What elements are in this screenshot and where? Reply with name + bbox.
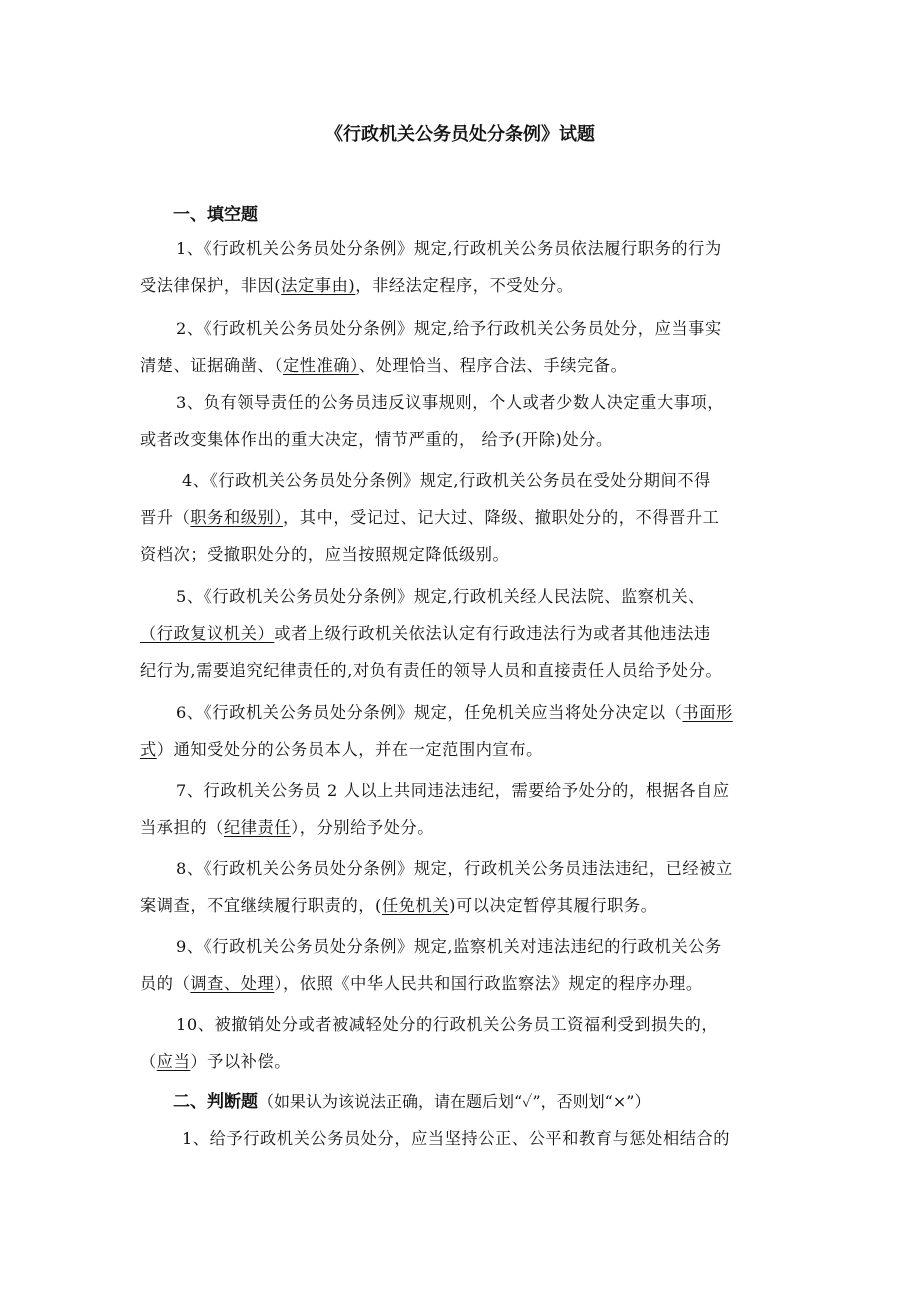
answer-9: 调查、处理: [190, 974, 275, 993]
question-10: 10、被撤销处分或者被减轻处分的行政机关公务员工资福利受到损失的， （应当）予以补偿。: [140, 1015, 719, 1071]
section-note: （如果认为该说法正确，请在题后划“✓”，否则划“×”）: [258, 1092, 651, 1111]
answer-4: 职务和级别）: [190, 508, 283, 527]
question-8: 8、《行政机关公务员处分条例》规定，行政机关公务员违法违纪，已经被立 案调查，不宜继续履行职责的，(任免机关)可以决定暂停其履行职务。: [140, 859, 733, 915]
answer-2: 定性准确）: [283, 356, 359, 375]
question-5: 5、《行政机关公务员处分条例》规定,行政机关经人民法院、监察机关、 （行政复议机关）或者上级行政机关依法认定有行政违法行为或者其他违法违 纪行为,需要追究纪律责任的,对负有责任的领导人员和直接责任人员给予处分。: [140, 587, 723, 680]
question-4: 4、《行政机关公务员处分条例》规定,行政机关公务员在受处分期间不得 晋升（职务和级别），其中，受记过、记大过、降级、撤职处分的，不得晋升工 资档次；受撤职处分的，应当按照规定降低级别。: [140, 471, 720, 564]
answer-8: 任免机关: [381, 896, 450, 915]
question-6: 6、《行政机关公务员处分条例》规定，任免机关应当将处分决定以（书面形 式）通知受处分的公务员本人，并在一定范围内宣布。: [140, 703, 733, 759]
question-9: 9、《行政机关公务员处分条例》规定,监察机关对违法违纪的行政机关公务 员的（调查、处理），依照《中华人民共和国行政监察法》规定的程序办理。: [140, 937, 722, 993]
question-1: 1、《行政机关公务员处分条例》规定,行政机关公务员依法履行职务的行为 受法律保护，非因(法定事由)，非经法定程序，不受处分。: [140, 239, 722, 295]
answer-5: （行政复议机关）: [140, 624, 275, 643]
answer-6a: 书面形: [682, 703, 733, 722]
question-7: 7、行政机关公务员 2 人以上共同违法违纪，需要给予处分的，根据各自应 当承担的（纪律责任），分别给予处分。: [140, 781, 730, 837]
answer-7: 纪律责任: [223, 818, 292, 837]
page-title: 《行政机关公务员处分条例》试题: [325, 124, 595, 145]
answer-6b: 式: [140, 740, 157, 759]
section-heading-fill-blank: 一、填空题: [173, 205, 258, 225]
judgement-question-1: 1、给予行政机关公务员处分，应当坚持公正、公平和教育与惩处相结合的: [182, 1129, 731, 1148]
answer-10: 应当: [156, 1052, 191, 1071]
question-3: 3、负有领导责任的公务员违反议事规则，个人或者少数人决定重大事项， 或者改变集体作出的重大决定，情节严重的， 给予(开除)处分。: [140, 393, 725, 449]
answer-1: 法定事由): [281, 276, 356, 295]
section-heading-true-false: 二、判断题（如果认为该说法正确，请在题后划“✓”，否则划“×”）: [173, 1092, 651, 1112]
question-2: 2、《行政机关公务员处分条例》规定,给予行政机关公务员处分，应当事实 清楚、证据确凿、（定性准确）、处理恰当、程序合法、手续完备。: [140, 319, 722, 375]
